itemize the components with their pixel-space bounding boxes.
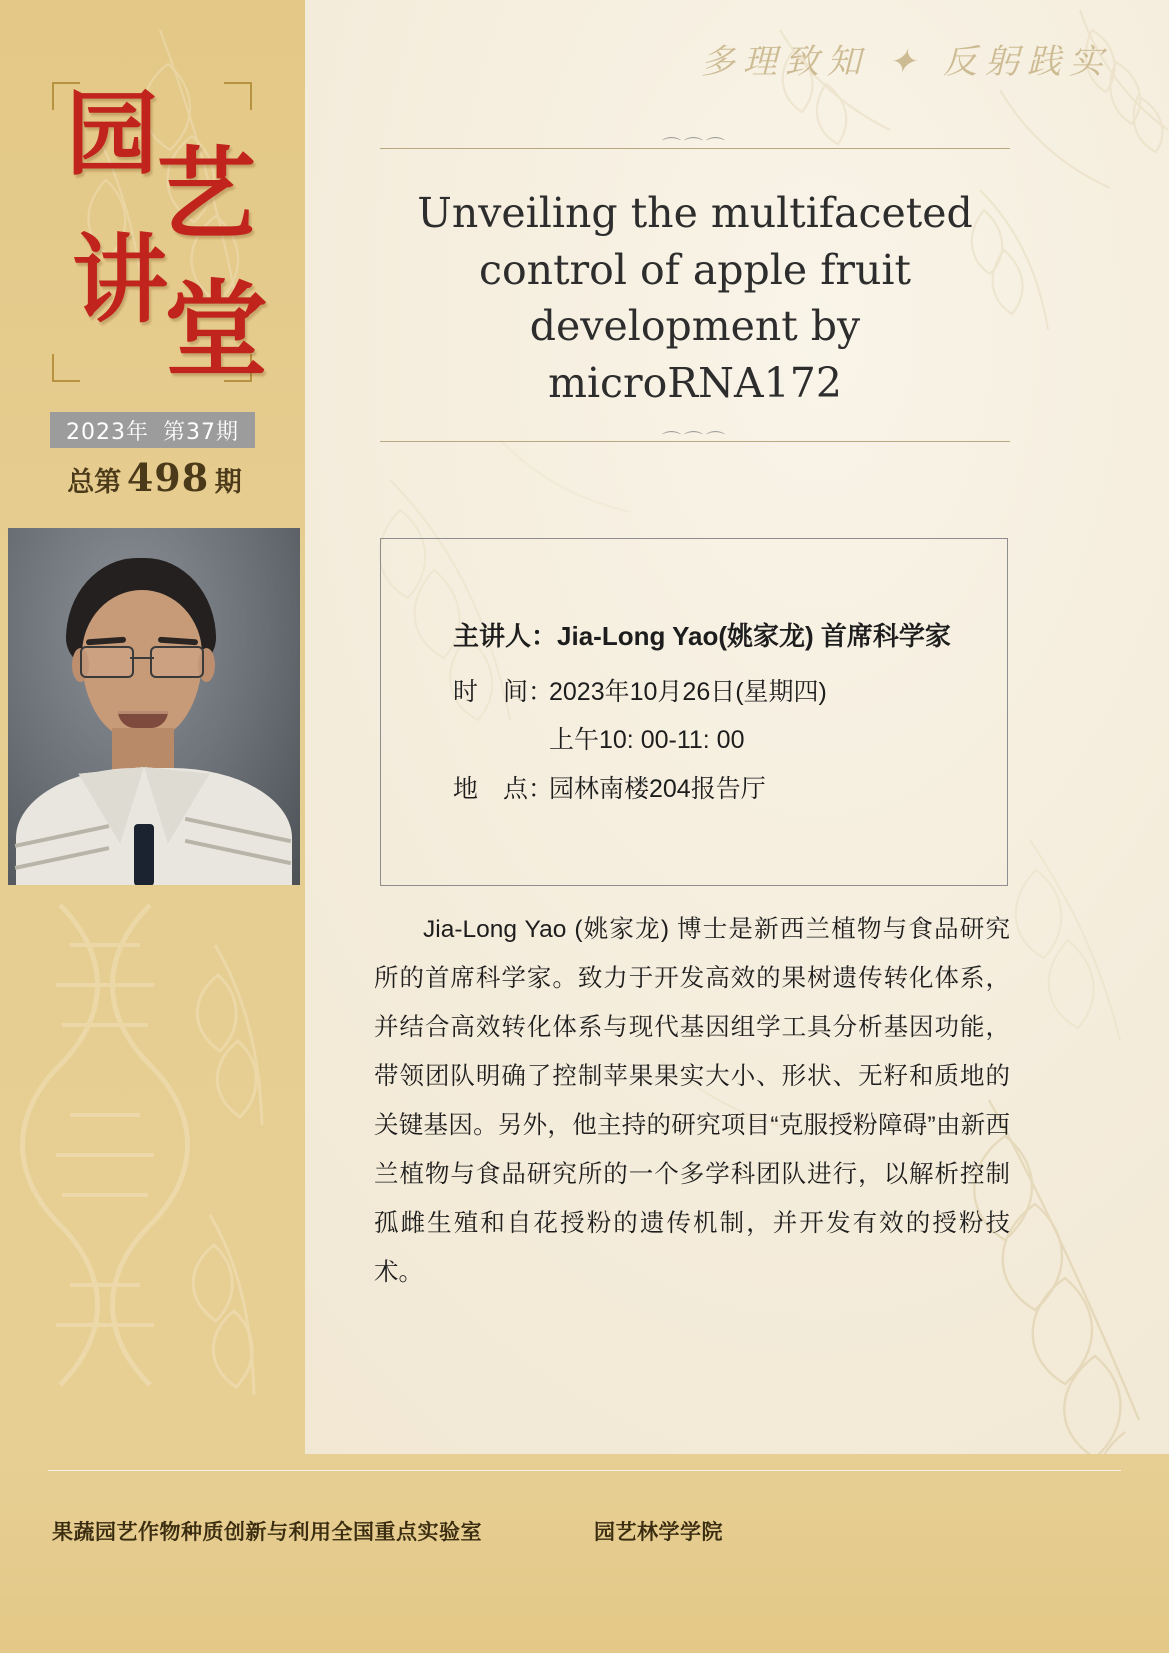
time-date: 2023年10月26日(星期四)	[549, 677, 827, 706]
logo-char-2: 艺	[156, 135, 256, 253]
issue-total-number: 498	[126, 455, 210, 500]
time-clock-row	[453, 716, 1007, 765]
logo-char-4: 堂	[164, 268, 269, 391]
page-title: Unveiling the multifaceted control of apple fruit development by microRNA172	[417, 189, 973, 407]
portrait-lens-left	[80, 646, 134, 678]
issue-total	[52, 455, 257, 500]
footer-divider	[48, 1470, 1121, 1471]
footer-college: 园艺林学学院	[594, 1521, 723, 1544]
calligraphy-motto: 多理致知 ✦ 反躬践实	[700, 42, 1111, 82]
title-ornament-top: ⌒⌒⌒	[661, 137, 729, 158]
speaker-name: Jia-Long Yao(姚家龙) 首席科学家	[557, 621, 951, 651]
speaker-row	[453, 611, 1007, 662]
time-row	[453, 668, 1007, 717]
event-info-box	[380, 538, 1008, 886]
issue-number: 第37期	[163, 419, 239, 445]
place-row	[453, 765, 1007, 814]
dna-watermark-area	[0, 885, 305, 1454]
time-clock: 上午10: 00-11: 00	[549, 726, 745, 755]
portrait-placket	[134, 824, 154, 885]
portrait-glasses	[80, 646, 204, 676]
left-gold-column	[0, 0, 305, 1454]
footer-laboratory: 果蔬园艺作物种质创新与利用全国重点实验室	[52, 1521, 482, 1544]
issue-total-suffix: 期	[214, 467, 242, 498]
place-label: 地 点：	[453, 775, 554, 804]
logo-corner-bottom-left	[52, 354, 80, 382]
dna-watermark	[0, 885, 305, 1454]
title-block	[380, 137, 1010, 453]
place-value: 园林南楼204报告厅	[549, 775, 766, 804]
logo-char-1: 园	[66, 80, 159, 188]
title-rule-top	[380, 137, 1010, 158]
portrait-lens-right	[150, 646, 204, 678]
issue-total-prefix: 总第	[67, 467, 122, 498]
title-ornament-bottom: ⌒⌒⌒	[661, 431, 729, 453]
issue-year: 2023年	[66, 419, 149, 445]
footer-bar	[0, 1454, 1169, 1653]
issue-badge	[50, 412, 255, 448]
time-label: 时 间：	[453, 677, 554, 706]
speaker-portrait	[8, 528, 300, 885]
portrait-glasses-bridge	[130, 657, 154, 659]
speaker-label: 主讲人：	[453, 621, 558, 651]
speaker-biography: Jia-Long Yao (姚家龙) 博士是新西兰植物与食品研究所的首席科学家。致力于开发高效的果树遗传转化体系，并结合高效转化体系与现代基因组学工具分析基因功能，带领团队明确了控制苹果果实大小、形状、无籽和质地的关键基因。另外，他主持的研究项目“克服授粉障碍”由新西兰植物与食品研究所的一个多学科团队进行，以解析控制孤雌生殖和自花授粉的遗传机制，并开发有效的授粉技术。	[374, 916, 1010, 1286]
logo-corner-top-right	[224, 82, 252, 110]
logo-char-3: 讲	[72, 223, 168, 336]
title-rule-bottom	[380, 431, 1010, 453]
journal-logo	[52, 80, 269, 391]
